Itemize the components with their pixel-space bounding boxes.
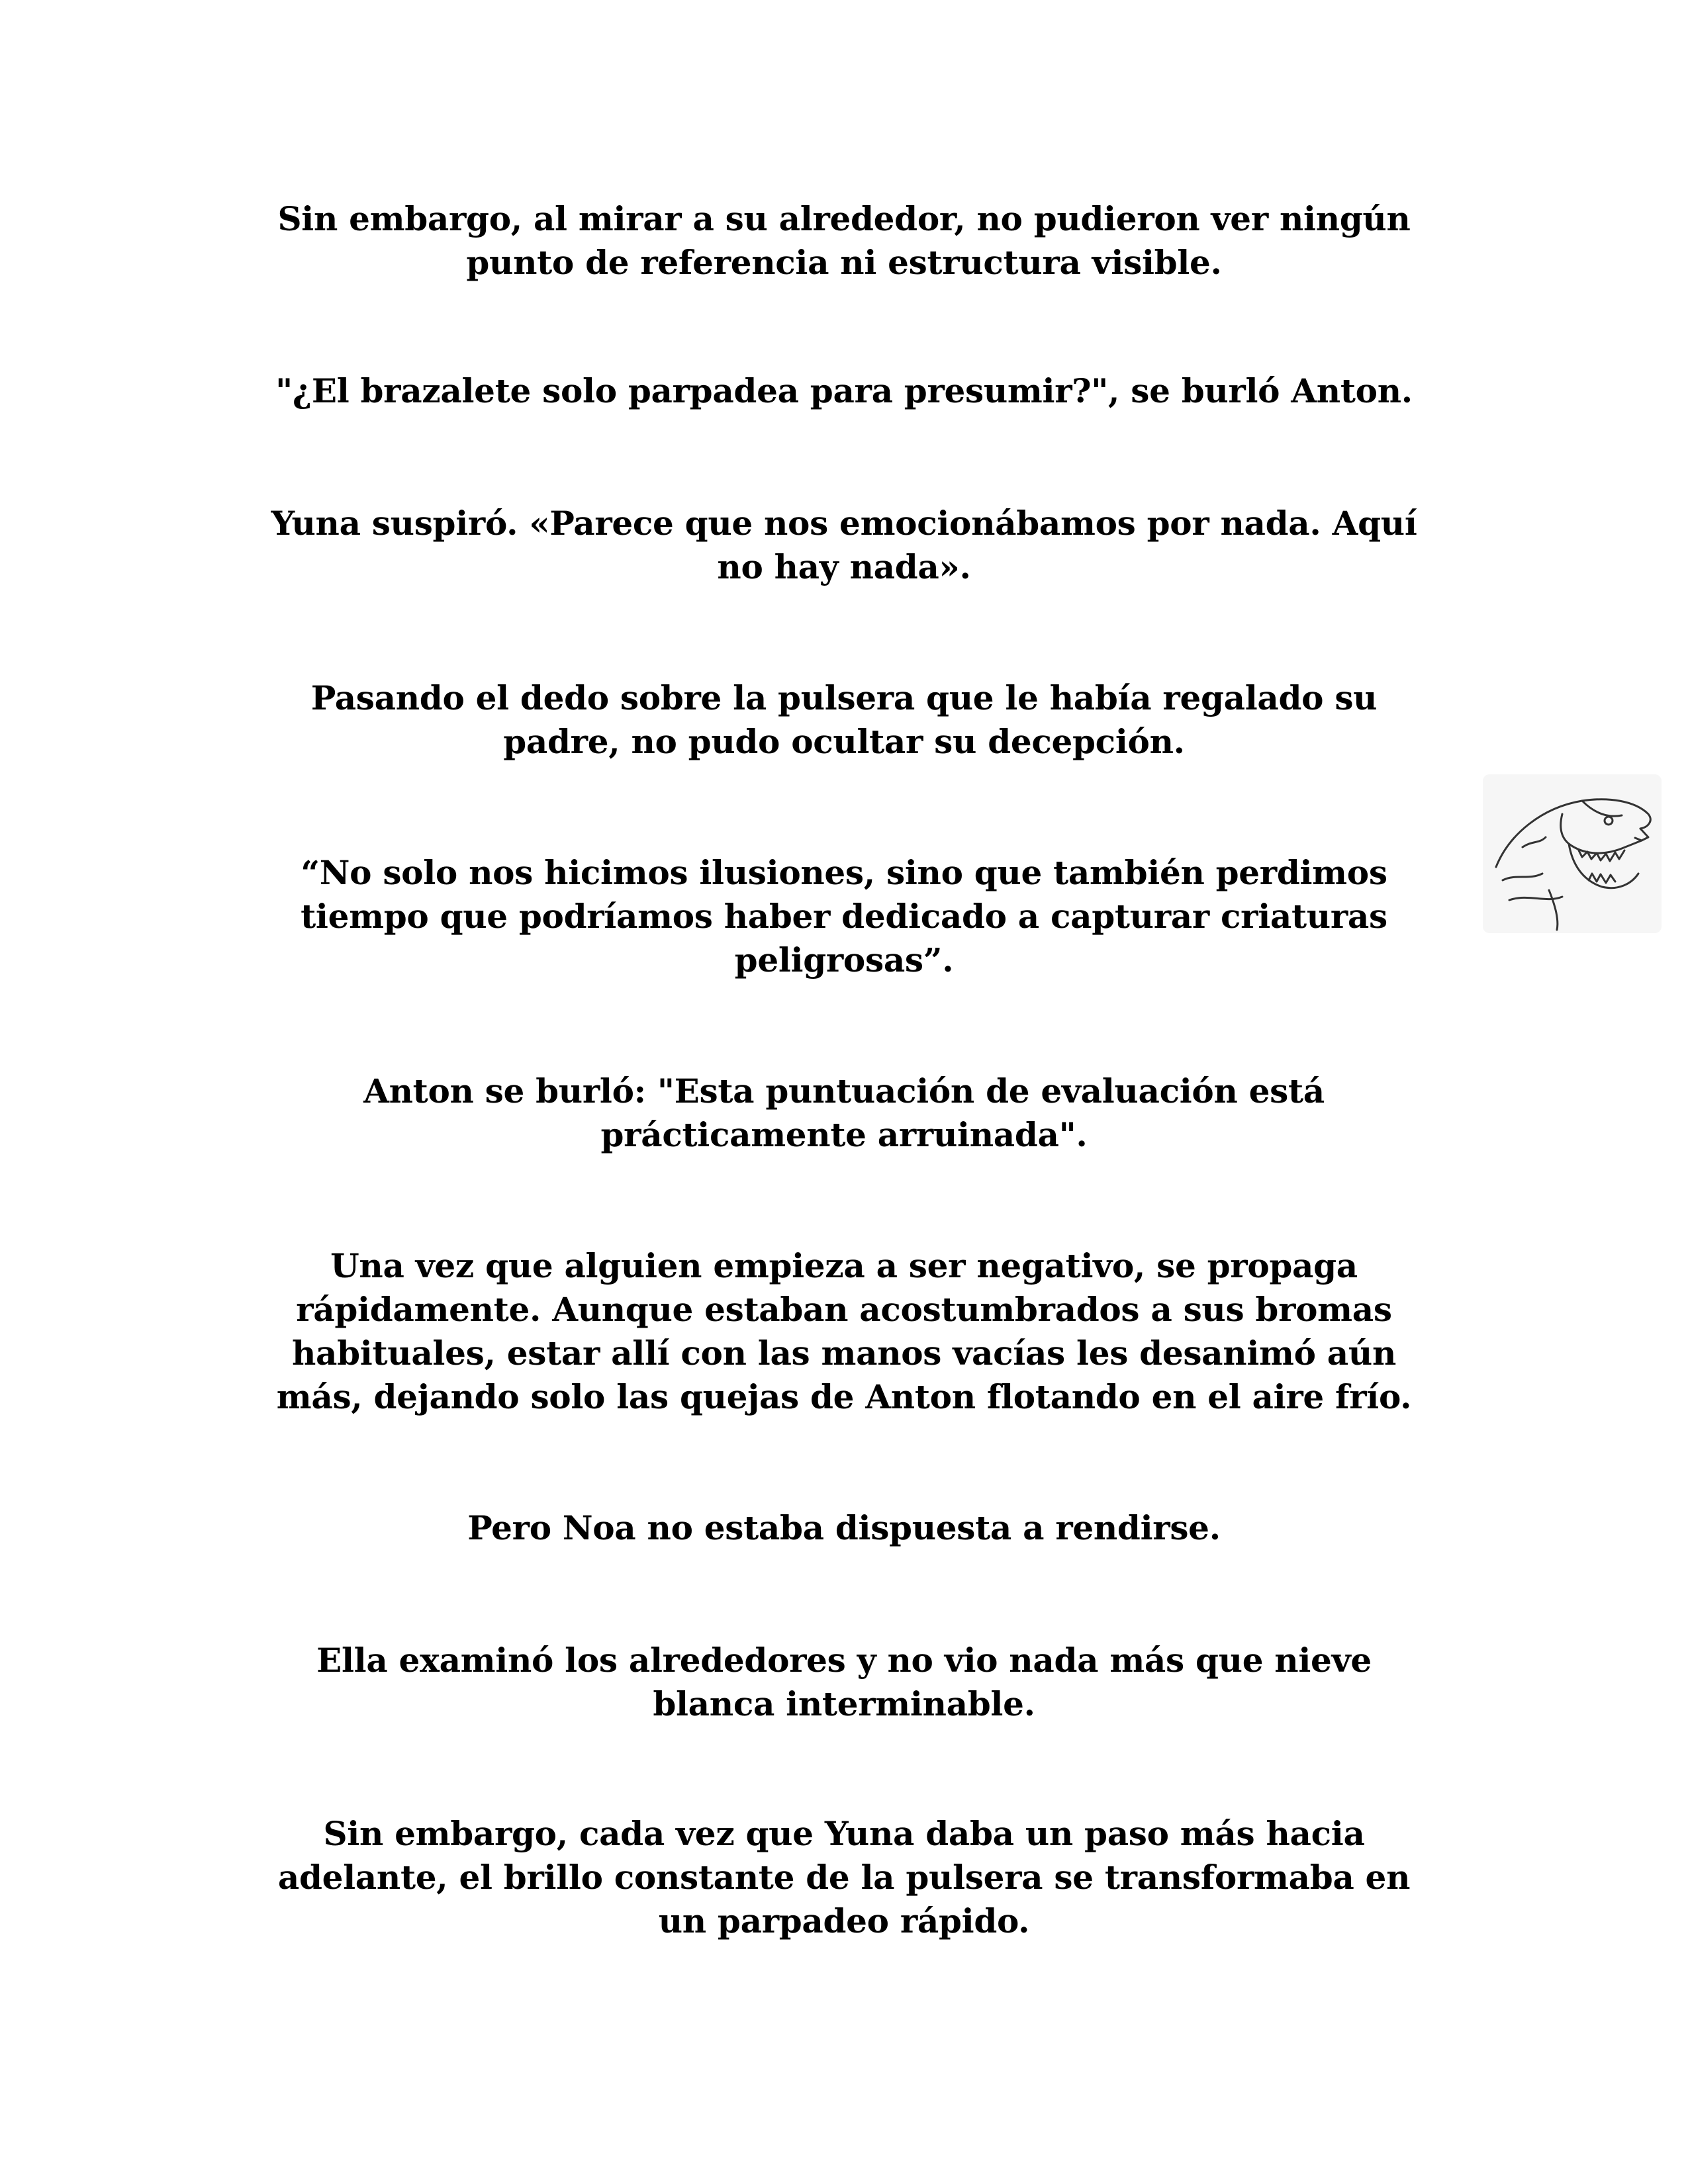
paragraph-3: Yuna suspiró. «Parece que nos emocionábamos por nada. Aquí no hay nada». bbox=[271, 504, 1417, 586]
paragraph-8: Pero Noa no estaba dispuesta a rendirse. bbox=[467, 1508, 1221, 1547]
paragraph-6: Anton se burló: "Esta puntuación de evaluación está prácticamente arruinada". bbox=[363, 1071, 1325, 1154]
paragraph-5: “No solo nos hicimos ilusiones, sino que también perdimos tiempo que podríamos haber dedicado a capturar criaturas peligrosas”. bbox=[301, 853, 1387, 979]
paragraph-2: "¿El brazalete solo parpadea para presumir?", se burló Anton. bbox=[275, 371, 1413, 410]
paragraph-7: Una vez que alguien empieza a ser negativo, se propaga rápidamente. Aunque estaban acostumbrados a sus bromas habituales, estar allí con las manos vacías les desanimó aún más, dejando solo las quejas de Anton flotando en el aire frío. bbox=[276, 1246, 1412, 1416]
dinosaur-head-icon bbox=[1483, 774, 1662, 933]
paragraph-4: Pasando el dedo sobre la pulsera que le había regalado su padre, no pudo ocultar su decepción. bbox=[310, 678, 1378, 761]
paragraph-1: Sin embargo, al mirar a su alrededor, no pudieron ver ningún punto de referencia ni estructura visible. bbox=[277, 199, 1411, 282]
paragraph-10: Sin embargo, cada vez que Yuna daba un paso más hacia adelante, el brillo constante de la pulsera se transformaba en un parpadeo rápido. bbox=[277, 1814, 1411, 1940]
paragraph-9: Ella examinó los alrededores y no vio nada más que nieve blanca interminable. bbox=[316, 1641, 1372, 1723]
